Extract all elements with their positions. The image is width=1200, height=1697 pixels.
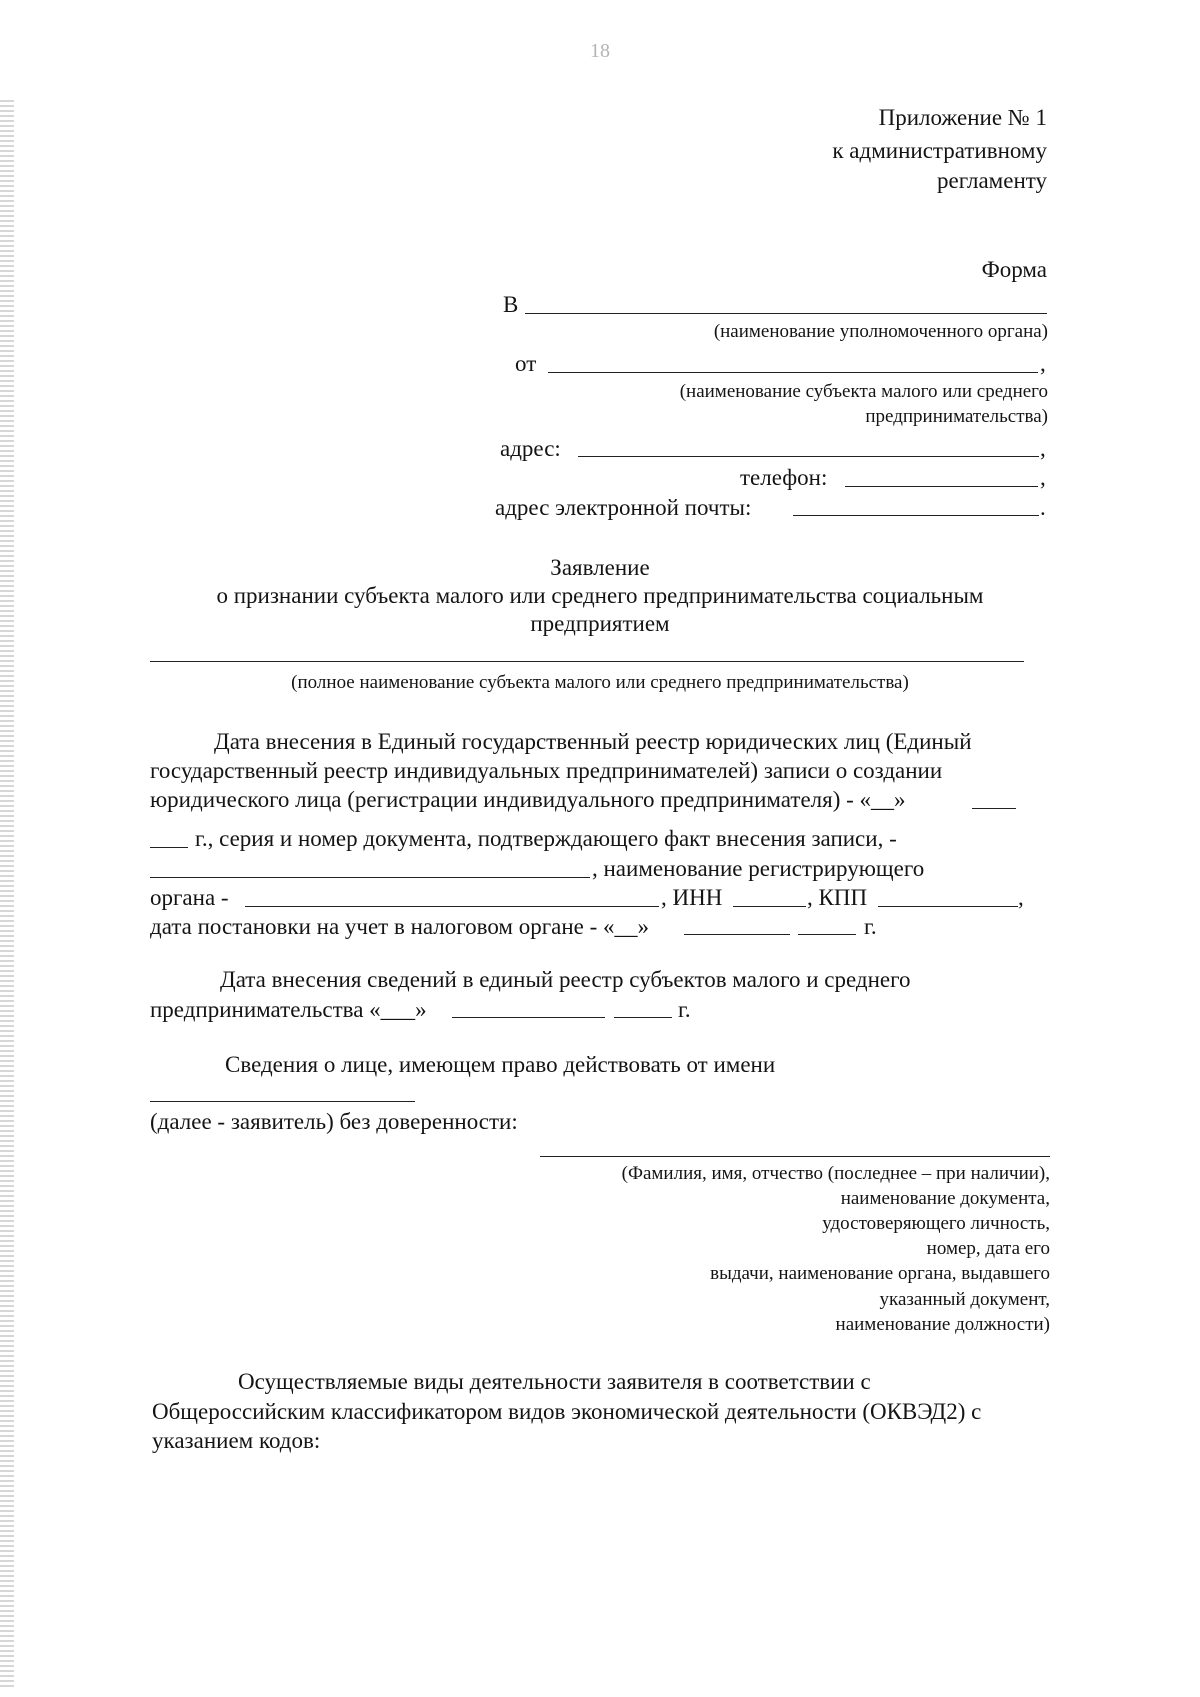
document-subject: о признании субъекта малого или среднего предпринимательства социальным [216, 583, 984, 608]
tax-registration-label: дата постановки на учет в налоговом органе - «__» [150, 914, 650, 939]
email-suffix: . [1040, 495, 1046, 520]
registering-authority-label: органа - [150, 885, 229, 910]
email-label: адрес электронной почты: [495, 495, 752, 520]
reg-date-year-field [150, 847, 188, 848]
para2-line2: предпринимательства «___» [150, 997, 427, 1022]
to-prefix: В [503, 292, 519, 317]
tax-registration-month-field [684, 934, 790, 935]
from-caption-1: (наименование субъекта малого или среднего [679, 381, 1048, 402]
inn-field [733, 906, 806, 907]
person-caption-2: наименование документа, [840, 1188, 1050, 1209]
address-field [578, 456, 1039, 457]
from-suffix: , [1040, 351, 1046, 376]
person-caption-4: номер, дата его [926, 1238, 1050, 1259]
tax-registration-year-field [798, 934, 856, 935]
para4-line1: Осуществляемые виды деятельности заявителя в соответствии с [238, 1369, 871, 1394]
from-caption-2: предпринимательства) [865, 406, 1048, 427]
para1-line3: юридического лица (регистрации индивидуального предпринимателя) - «__» [150, 787, 906, 812]
sme-registry-year-suffix: г. [678, 997, 691, 1022]
para2-line1: Дата внесения сведений в единый реестр субъектов малого и среднего [220, 967, 911, 992]
para1-line2: государственный реестр индивидуальных предпринимателей) записи о создании [150, 758, 943, 783]
para1-line4: г., серия и номер документа, подтверждающего факт внесения записи, - [195, 826, 897, 851]
tax-registration-year-suffix: г. [864, 914, 877, 939]
phone-field [845, 486, 1038, 487]
person-caption-5: выдачи, наименование органа, выдавшего [710, 1263, 1050, 1284]
page-number: 18 [590, 40, 610, 62]
from-subject-field [548, 372, 1038, 373]
person-caption-7: наименование должности) [835, 1314, 1050, 1335]
document-title: Заявление [550, 555, 650, 580]
entity-caption: (полное наименование субъекта малого или среднего предпринимательства) [291, 672, 909, 693]
applicant-details-field [540, 1156, 1050, 1157]
para3-line1: Сведения о лице, имеющем право действовать от имени [225, 1052, 776, 1077]
document-subject-end: предприятием [530, 611, 670, 636]
appendix-regulation: регламенту [937, 168, 1047, 193]
binding-edge [0, 100, 14, 1690]
phone-label: телефон: [740, 465, 828, 490]
phone-suffix: , [1040, 465, 1046, 490]
para4-line2: Общероссийским классификатором видов экономической деятельности (ОКВЭД2) с [152, 1399, 982, 1424]
sme-registry-month-field [452, 1017, 605, 1018]
appendix-number: Приложение № 1 [878, 105, 1047, 130]
to-authority-field [525, 313, 1047, 314]
document-series-number-field [150, 877, 590, 878]
kpp-field [878, 906, 1018, 907]
sme-registry-year-field [614, 1017, 672, 1018]
form-label: Форма [981, 257, 1047, 282]
from-prefix: от [515, 351, 537, 376]
para1-line1: Дата внесения в Единый государственный реестр юридических лиц (Единый [214, 729, 972, 754]
person-caption-6: указанный документ, [879, 1289, 1050, 1310]
address-suffix: , [1040, 436, 1046, 461]
email-field [793, 515, 1039, 516]
para1-line5: , наименование регистрирующего [592, 856, 925, 881]
reg-date-month-field [972, 808, 1016, 809]
kpp-label: , КПП [807, 885, 868, 910]
para4-line3: указанием кодов: [152, 1428, 321, 1453]
entity-name-field [150, 661, 1024, 662]
kpp-suffix: , [1018, 885, 1024, 910]
appendix-to: к административному [832, 138, 1047, 163]
registering-authority-field [245, 906, 659, 907]
person-caption-1: (Фамилия, имя, отчество (последнее – при наличии), [621, 1163, 1050, 1184]
address-label: адрес: [500, 436, 561, 461]
represented-entity-field [150, 1101, 415, 1102]
para3-line2: (далее - заявитель) без доверенности: [150, 1109, 518, 1134]
person-caption-3: удостоверяющего личность, [822, 1213, 1050, 1234]
inn-label: , ИНН [661, 885, 723, 910]
to-caption: (наименование уполномоченного органа) [713, 321, 1048, 342]
